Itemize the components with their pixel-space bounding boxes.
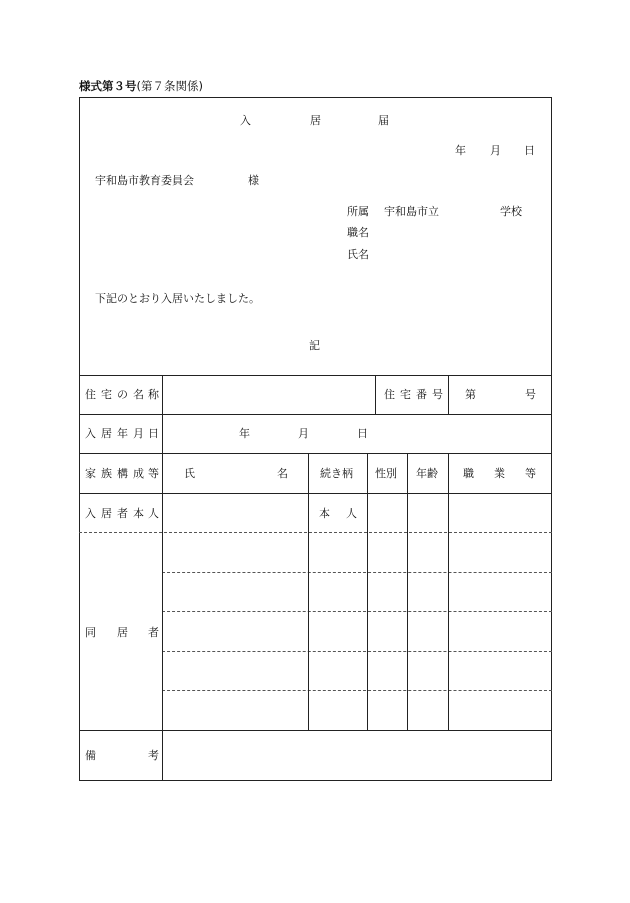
title-char-2: 居 bbox=[310, 114, 321, 127]
col-name-char-2: 名 bbox=[277, 467, 288, 480]
self-char-1: 入 bbox=[85, 507, 96, 520]
movein-day: 日 bbox=[357, 427, 368, 440]
honorific: 様 bbox=[248, 174, 259, 187]
cohabitant-char-2: 居 bbox=[117, 626, 128, 639]
row-dash-4 bbox=[162, 651, 552, 652]
form-number-label: 様式第３号(第７条関係) bbox=[79, 79, 203, 93]
movein-char-1: 入 bbox=[85, 427, 96, 440]
movein-char-5: 日 bbox=[148, 427, 159, 440]
table-top-line bbox=[79, 375, 552, 376]
family-char-4: 成 bbox=[133, 467, 144, 480]
row-line-3 bbox=[79, 493, 552, 494]
self-char-3: 者 bbox=[117, 507, 128, 520]
movein-char-4: 月 bbox=[133, 427, 144, 440]
name-label: 氏名 bbox=[347, 248, 369, 261]
position-label: 職名 bbox=[347, 226, 369, 239]
movein-char-2: 居 bbox=[101, 427, 112, 440]
date-day: 日 bbox=[524, 144, 535, 157]
family-char-5: 等 bbox=[148, 467, 159, 480]
row-line-1 bbox=[79, 414, 552, 415]
self-relation-char-2: 人 bbox=[346, 507, 357, 520]
movein-char-3: 年 bbox=[117, 427, 128, 440]
cohabitant-char-1: 同 bbox=[85, 626, 96, 639]
col-occupation-char-1: 職 bbox=[463, 467, 474, 480]
family-char-3: 構 bbox=[117, 467, 128, 480]
family-char-1: 家 bbox=[85, 467, 96, 480]
col-line-age bbox=[407, 453, 408, 730]
col-line-sex bbox=[367, 453, 368, 730]
col-line-occupation bbox=[448, 453, 449, 730]
col-line-housing-2 bbox=[448, 375, 449, 414]
title-char-3: 届 bbox=[378, 114, 389, 127]
number-prefix: 第 bbox=[465, 388, 476, 401]
row-dash-5 bbox=[162, 690, 552, 691]
row-dash-3 bbox=[162, 611, 552, 612]
housing-name-char-1: 住 bbox=[85, 388, 96, 401]
row-line-2 bbox=[79, 453, 552, 454]
ki-mark: 記 bbox=[309, 339, 320, 352]
date-month: 月 bbox=[490, 144, 501, 157]
self-relation-char-1: 本 bbox=[319, 507, 330, 520]
self-char-5: 人 bbox=[148, 507, 159, 520]
date-year: 年 bbox=[455, 144, 466, 157]
statement: 下記のとおり入居いたしました。 bbox=[95, 292, 260, 305]
school-suffix: 学校 bbox=[500, 205, 522, 218]
col-line-relation bbox=[308, 453, 309, 730]
housing-number-char-3: 番 bbox=[416, 388, 427, 401]
housing-number-char-4: 号 bbox=[432, 388, 443, 401]
row-dash-1 bbox=[79, 532, 552, 533]
housing-number-char-2: 宅 bbox=[400, 388, 411, 401]
col-age: 年齢 bbox=[416, 467, 438, 480]
col-line-housing-1 bbox=[375, 375, 376, 414]
housing-name-char-5: 称 bbox=[148, 388, 159, 401]
col-occupation-char-3: 等 bbox=[525, 467, 536, 480]
housing-number-char-1: 住 bbox=[384, 388, 395, 401]
movein-year: 年 bbox=[239, 427, 250, 440]
remarks-char-2: 考 bbox=[148, 749, 159, 762]
movein-month: 月 bbox=[298, 427, 309, 440]
self-char-4: 本 bbox=[133, 507, 144, 520]
cohabitant-char-3: 者 bbox=[148, 626, 159, 639]
self-char-2: 居 bbox=[101, 507, 112, 520]
affiliation-label: 所属 bbox=[347, 205, 369, 218]
title-char-1: 入 bbox=[240, 114, 251, 127]
family-char-2: 族 bbox=[101, 467, 112, 480]
col-sex: 性別 bbox=[375, 467, 397, 480]
housing-name-char-3: の bbox=[117, 388, 128, 401]
number-suffix: 号 bbox=[525, 388, 536, 401]
affiliation-value: 宇和島市立 bbox=[384, 205, 439, 218]
addressee: 宇和島市教育委員会 bbox=[95, 174, 194, 187]
housing-name-char-2: 宅 bbox=[101, 388, 112, 401]
row-dash-2 bbox=[162, 572, 552, 573]
col-line-label bbox=[162, 375, 163, 781]
col-name-char-1: 氏 bbox=[184, 467, 195, 480]
remarks-char-1: 備 bbox=[85, 749, 96, 762]
col-relation: 続き柄 bbox=[320, 467, 353, 480]
col-occupation-char-2: 業 bbox=[494, 467, 505, 480]
row-line-remarks bbox=[79, 730, 552, 731]
housing-name-char-4: 名 bbox=[133, 388, 144, 401]
